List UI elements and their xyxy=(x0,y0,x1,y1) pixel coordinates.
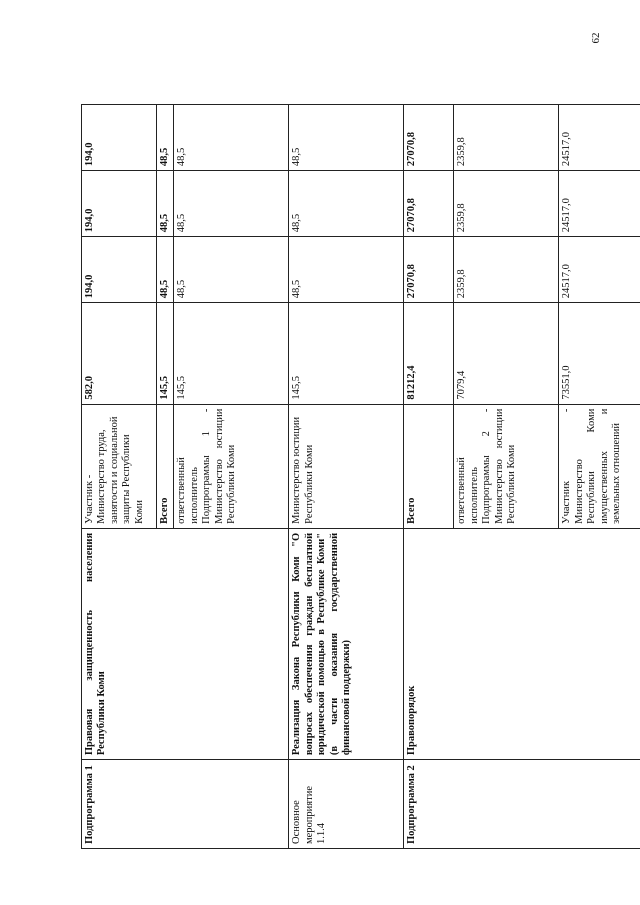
executor-cell: Всего xyxy=(157,404,174,528)
program-name-cell: Реализация Закона Республики Коми "О вопросах обеспечения граждан бесплатной юридической помощью в Республике Коми" (в части оказания государственной финансовой поддержки) xyxy=(289,528,404,759)
table-row xyxy=(289,105,404,849)
program-name-cell: Правопорядок xyxy=(404,528,640,759)
total-cell: 7079,4 xyxy=(454,303,559,404)
budget-table xyxy=(81,104,640,849)
year2-cell: 48,5 xyxy=(289,171,404,237)
table-row xyxy=(82,105,157,849)
executor-cell: Всего xyxy=(404,404,454,528)
program-code-cell xyxy=(82,760,289,849)
program-code-cell: Основное мероприятие 1.1.4 xyxy=(289,760,404,849)
year2-cell: 24517,0 xyxy=(559,171,640,237)
executor-cell: Участник - Министерство труда, занятости и социальной защиты Республики Коми xyxy=(82,404,157,528)
year3-cell: 24517,0 xyxy=(559,105,640,171)
year1-cell: 48,5 xyxy=(157,237,174,303)
program-code: Подпрограмма 1 xyxy=(84,765,95,844)
year2-cell: 48,5 xyxy=(157,171,174,237)
rotated-table-container xyxy=(81,104,622,849)
year2-cell: 48,5 xyxy=(174,171,289,237)
year3-cell: 48,5 xyxy=(289,105,404,171)
year1-cell: 48,5 xyxy=(289,237,404,303)
year2-cell: 194,0 xyxy=(82,171,157,237)
program-code-cell: Подпрограмма 2 xyxy=(404,760,640,849)
year1-cell: 27070,8 xyxy=(404,237,454,303)
total-cell: 81212,4 xyxy=(404,303,454,404)
year1-cell: 24517,0 xyxy=(559,237,640,303)
year1-cell: 2359,8 xyxy=(454,237,559,303)
year3-cell: 48,5 xyxy=(174,105,289,171)
year3-cell: 194,0 xyxy=(82,105,157,171)
year3-cell: 48,5 xyxy=(157,105,174,171)
executor-cell: ответственный исполнитель Подпрограммы 2 - Министерство юстиции Республики Коми xyxy=(454,404,559,528)
year2-cell: 27070,8 xyxy=(404,171,454,237)
program-name: Правовая защищенность населения Республики Коми xyxy=(84,532,108,756)
total-cell: 145,5 xyxy=(157,303,174,404)
total-cell: 145,5 xyxy=(174,303,289,404)
year1-cell: 48,5 xyxy=(174,237,289,303)
program-name-cell xyxy=(82,528,289,759)
executor-cell: ответственный исполнитель Подпрограммы 1 - Министерство юстиции Республики Коми xyxy=(174,404,289,528)
year2-cell: 2359,8 xyxy=(454,171,559,237)
year3-cell: 2359,8 xyxy=(454,105,559,171)
page-number: 62 xyxy=(590,32,602,44)
year3-cell: 27070,8 xyxy=(404,105,454,171)
executor-cell: Участник - Министерство Республики Коми имущественных и земельных отношений xyxy=(559,404,640,528)
total-cell: 145,5 xyxy=(289,303,404,404)
table-row xyxy=(404,105,454,849)
total-cell: 582,0 xyxy=(82,303,157,404)
executor-cell: Министерство юстиции Республики Коми xyxy=(289,404,404,528)
total-cell: 73551,0 xyxy=(559,303,640,404)
year1-cell: 194,0 xyxy=(82,237,157,303)
